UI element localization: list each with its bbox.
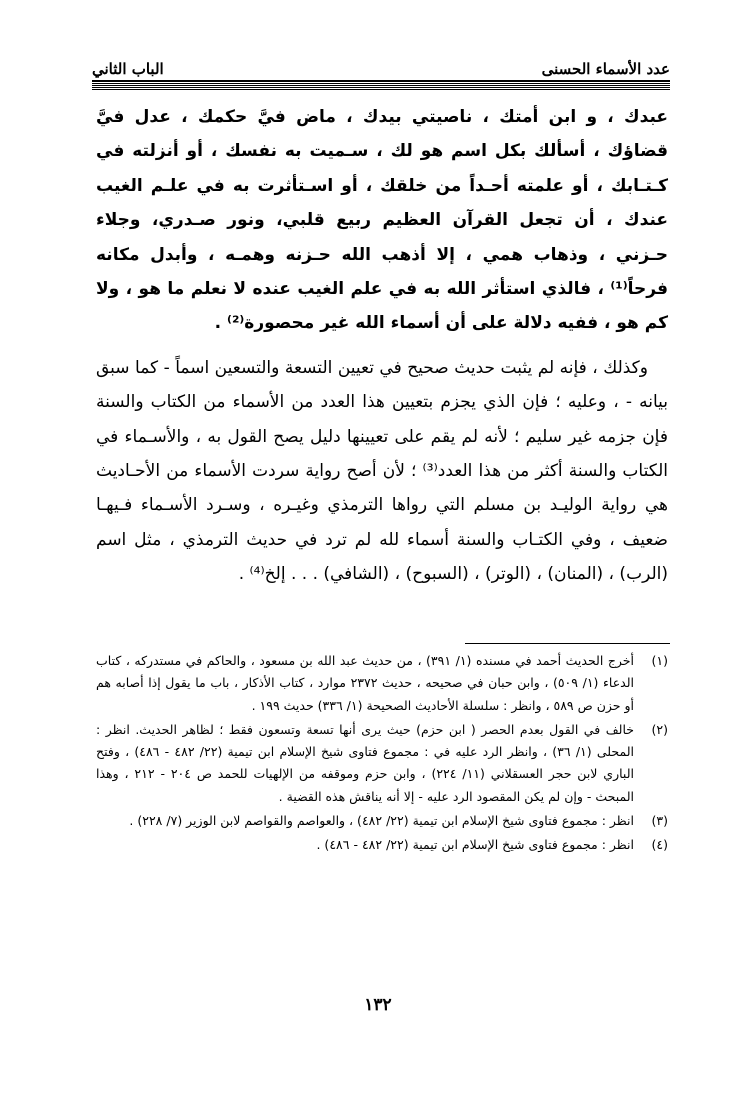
- footnote-text: خالف في القول بعدم الحصر ( ابن حزم) حيث يرى أنها تسعة وتسعون فقط ؛ لظاهر الحديث. انظر : المحلى (١/ ٣٦) ، وانظر الرد عليه في : مجموع فتاوى شيخ الإسلام ابن تيمية (٢٢/ ٤٨٢ - ٤٨٦) ، وفتح الباري لابن حجر العسقلاني (١١/ ٢٢٤) ، وابن حزم وموقفه من الإلهيات للحمد ص ٢٠٤ - ٢١٢ ، وهذا المبحث - وإن لم يكن المقصود الرد عليه - إلا أنه يناقش هذه القضية .: [96, 721, 635, 804]
- footnote-text: أخرج الحديث أحمد في مسنده (١/ ٣٩١) ، من حديث عبد الله بن مسعود ، والحاكم في مستدركه ، كتاب الدعاء (١/ ٥٠٩) ، وابن حبان في صحيحه ، حديث ٢٣٧٢ موارد ، كتاب الأذكار ، باب ما يقول إذا أصابه هم أو حزن ص ٥٨٩ ، وانظر : سلسلة الأحاديث الصحيحة (١/ ٣٣٦) حديث ١٩٩ .: [96, 653, 634, 713]
- chapter-section-title: عدد الأسماء الحسنى: [541, 60, 670, 78]
- footnote-1: [96, 650, 668, 717]
- body-paragraph-1: عبدك ، و ابن أمتك ، ناصيتي بيدك ، ماض فيَّ حكمك ، عدل فيَّ قضاؤك ، أسألك بكل اسم هو لك ، سـميت به نفسك ، أو أنزلته في كـتـابك ، أو علمته أحـداً من خلقك ، أو اسـتأثرت به في علـم الغيب عندك ، أن تجعل القرآن العظيم ربيع قلبي، ونور صـدري، وجلاء حـزني ، وذهاب همي ، إلا أذهب الله حـزنه وهمـه ، وأبدل مكانه فرحاً⁽¹⁾ ، فالذي استأثر الله به في علم الغيب عنده لا نعلم ما هو ، ولا كم هو ، ففيه دلالة على أن أسماء الله غير محصورة⁽²⁾ .: [96, 107, 668, 334]
- chapter-title: الباب الثاني: [92, 60, 164, 78]
- footnote-number: (٣): [651, 813, 668, 829]
- footnote-divider: [465, 643, 670, 644]
- footnote-text: انظر : مجموع فتاوى شيخ الإسلام ابن تيمية (٢٢/ ٤٨٢ - ٤٨٦) .: [316, 837, 634, 853]
- footnote-number: (٤): [651, 837, 668, 853]
- footnote-4: [96, 834, 668, 856]
- footnote-number: (٢): [651, 721, 668, 737]
- header-divider: [92, 80, 670, 90]
- footnotes: [96, 650, 668, 859]
- main-text: [96, 100, 668, 592]
- footnote-number: (١): [651, 653, 668, 668]
- running-header: [92, 54, 670, 78]
- footnote-2: [96, 719, 668, 808]
- page-number: ١٣٢: [364, 995, 392, 1015]
- body-paragraph-2: وكذلك ، فإنه لم يثبت حديث صحيح في تعيين التسعة والتسعين اسماً - كما سبق بيانه - ، وعليه ؛ فإن الذي يجزم بتعيين هذا العدد من الأسماء من الكتاب والسنة فإن جزمه غير سليم ؛ لأنه لم يقم على تعيينها دليل يصح القول به ، والأسـماء في الكتاب والسنة أكثر من هذا العدد⁽³⁾ ؛ لأن أصح رواية سردت الأسماء من الأحـاديث هي رواية الوليـد بن مسلم التي رواها الترمذي وغيـره ، وسـرد الأسـماء فـيهـا ضعيف ، وفي الكتـاب والسنة أسماء لله لم ترد في حديث الترمذي ، مثل اسم (الرب) ، (المنان) ، (الوتر) ، (السبوح) ، (الشافي) . . . إلخ⁽⁴⁾ .: [96, 357, 669, 585]
- footnote-text: انظر : مجموع فتاوى شيخ الإسلام ابن تيمية (٢٢/ ٤٨٢) ، والعواصم والقواصم لابن الوزير (٧/ ٢٢٨) .: [129, 813, 634, 829]
- footnote-3: [96, 810, 668, 832]
